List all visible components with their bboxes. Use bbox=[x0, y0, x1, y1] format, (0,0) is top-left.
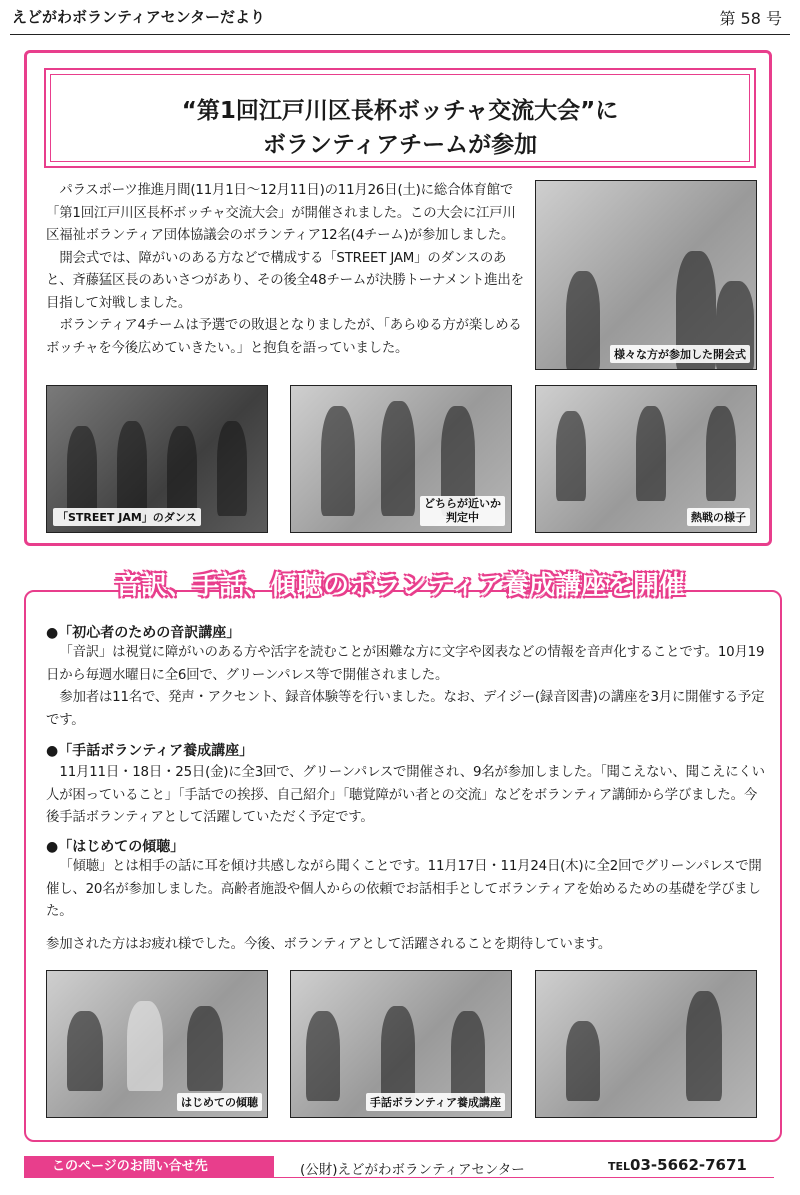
section-paragraph: 「音訳」は視覚に障がいのある方や活字を読むことが困難な方に文字や図表などの情報を音声化することです。10月19日から毎週水曜日に全6回で、グリーンパレス等で開催されました。 bbox=[46, 645, 765, 683]
section-paragraph: 参加者は11名で、発声・アクセント、録音体験等を行いました。なお、デイジー(録音図書)の講座を3月に開催する予定です。 bbox=[46, 690, 765, 728]
sign-language-course-photo bbox=[290, 970, 512, 1118]
section-heading-sign: ●「手話ボランティア養成講座」 bbox=[46, 743, 254, 759]
photo-caption: 熱戦の様子 bbox=[687, 508, 750, 526]
article1-body bbox=[46, 180, 526, 360]
article1-paragraph: 開会式では、障がいのある方などで構成する「STREET JAM」のダンスのあと、斉藤猛区長のあいさつがあり、その後全48チームが決勝トーナメント進出を目指して対戦しました。 bbox=[46, 250, 524, 311]
section-heading-audio: ●「初心者のための音訳講座」 bbox=[46, 625, 241, 641]
section-body-audio bbox=[46, 642, 768, 732]
dance-photo bbox=[46, 385, 268, 533]
section-heading-listening: ●「はじめての傾聴」 bbox=[46, 839, 185, 855]
caption-line: どちらが近いか bbox=[424, 497, 501, 510]
judging-photo bbox=[290, 385, 512, 533]
section-body-sign bbox=[46, 762, 768, 830]
article1-paragraph: ボランティア4チームは予選での敗退となりましたが、「あらゆる方が楽しめるボッチャを今後広めていきたい。」と抱負を語っていました。 bbox=[46, 318, 522, 356]
article2-banner: 音訳、手話、傾聴のボランティア養成講座を開催 bbox=[115, 571, 685, 601]
header-divider bbox=[10, 34, 790, 35]
article1-title-line2: ボランティアチームが参加 bbox=[262, 132, 538, 158]
opening-ceremony-photo bbox=[535, 180, 757, 370]
photo-caption: 「STREET JAM」のダンス bbox=[53, 508, 201, 526]
section-body-listening bbox=[46, 856, 768, 924]
article1-paragraph: パラスポーツ推進月間(11月1日～12月11日)の11月26日(土)に総合体育館で「第1回江戸川区長杯ボッチャ交流大会」が開催されました。この大会に江戸川区福祉ボランティア団体協議会のボランティア12名(4チーム)が参加しました。 bbox=[46, 183, 516, 243]
photo-caption: はじめての傾聴 bbox=[177, 1093, 262, 1111]
article1-title-box bbox=[44, 68, 756, 168]
article1-title-line1: “第1回江戸川区長杯ボッチャ交流大会”に bbox=[181, 98, 619, 124]
lecture-photo bbox=[535, 970, 757, 1118]
tel-number: 03-5662-7671 bbox=[630, 1156, 747, 1174]
photo-caption: 手話ボランティア養成講座 bbox=[366, 1093, 505, 1111]
caption-line: 判定中 bbox=[446, 511, 479, 524]
issue-number: 第 58 号 bbox=[719, 9, 782, 28]
section-paragraph: 11月11日・18日・25日(金)に全3回で、グリーンパレスで開催され、9名が参加しました。「聞こえない、聞こえにくい人が困っていること」「手話での挨拶、自己紹介」「聴覚障がい者との交流」などをボランティア講師から学びました。今後手話ボランティアとして活躍していただく予定です。 bbox=[46, 765, 765, 825]
section-paragraph: 「傾聴」とは相手の話に耳を傾け共感しながら聞くことです。11月17日・11月24日(木)に全2回でグリーンパレスで開催し、20名が参加しました。高齢者施設や個人からの依頼でお話相手としてボランティアを始めるための基礎を学びました。 bbox=[46, 859, 762, 919]
newsletter-title: えどがわボランティアセンターだより bbox=[12, 8, 266, 26]
tel-label: TEL bbox=[608, 1160, 631, 1173]
listening-course-photo bbox=[46, 970, 268, 1118]
match-photo bbox=[535, 385, 757, 533]
contact-phone bbox=[608, 1156, 747, 1174]
photo-caption bbox=[420, 496, 505, 526]
article2-closing: 参加された方はお疲れ様でした。今後、ボランティアとして活躍されることを期待しています。 bbox=[46, 937, 612, 952]
inquiry-label: このページのお問い合せ先 bbox=[24, 1156, 274, 1178]
photo-caption: 様々な方が参加した開会式 bbox=[610, 345, 750, 363]
contact-organization: (公財)えどがわボランティアセンター bbox=[300, 1162, 525, 1178]
